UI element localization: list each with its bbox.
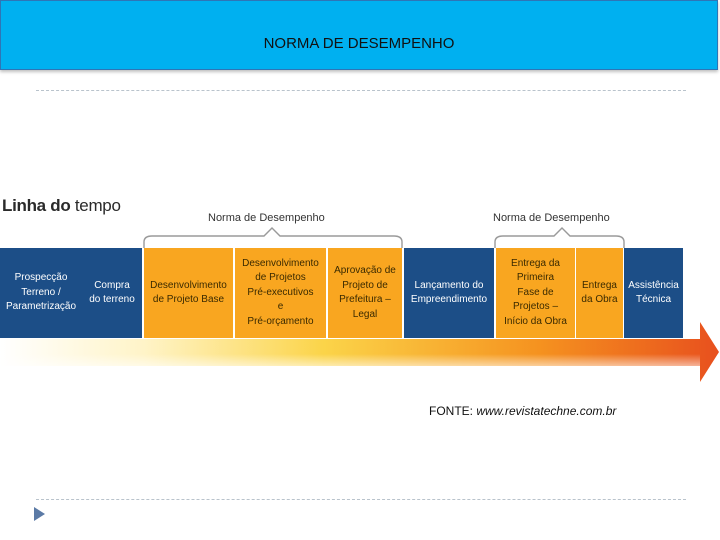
divider-bottom: [36, 499, 686, 500]
norm-bracket-2: [495, 228, 624, 248]
phase-compra-terreno: Compra do terreno: [82, 248, 142, 338]
phase-projeto-base: Desenvolvimento de Projeto Base: [144, 248, 233, 338]
phase-prospeccao: Prospecção Terreno / Parametrização: [0, 248, 82, 338]
norm-label-2: Norma de Desempenho: [493, 212, 610, 224]
phase-entrega-primeira-fase: Entrega da Primeira Fase de Projetos – Início da Obra: [496, 248, 575, 338]
source-caption: [429, 404, 616, 418]
timeline-title-bold: Linha do: [2, 196, 71, 215]
phase-assistencia-tecnica: Assistência Técnica: [624, 248, 683, 338]
source-url: www.revistatechne.com.br: [476, 404, 617, 418]
norm-bracket-1: [144, 228, 402, 248]
bullet-arrow-icon: [34, 507, 45, 521]
norm-label-1: Norma de Desempenho: [208, 212, 325, 224]
source-prefix: FONTE:: [429, 404, 477, 418]
phase-lancamento: Lançamento do Empreendimento: [404, 248, 494, 338]
phase-entrega-obra: Entrega da Obra: [576, 248, 623, 338]
slide-title: NORMA DE DESEMPENHO: [263, 35, 455, 52]
phase-pre-executivos: Desenvolvimento de Projetos Pré-executivos e Pré-orçamento: [235, 248, 326, 338]
phase-aprovacao-prefeitura: Aprovação de Projeto de Prefeitura – Legal: [328, 248, 402, 338]
timeline-title-rest: tempo: [70, 196, 121, 215]
